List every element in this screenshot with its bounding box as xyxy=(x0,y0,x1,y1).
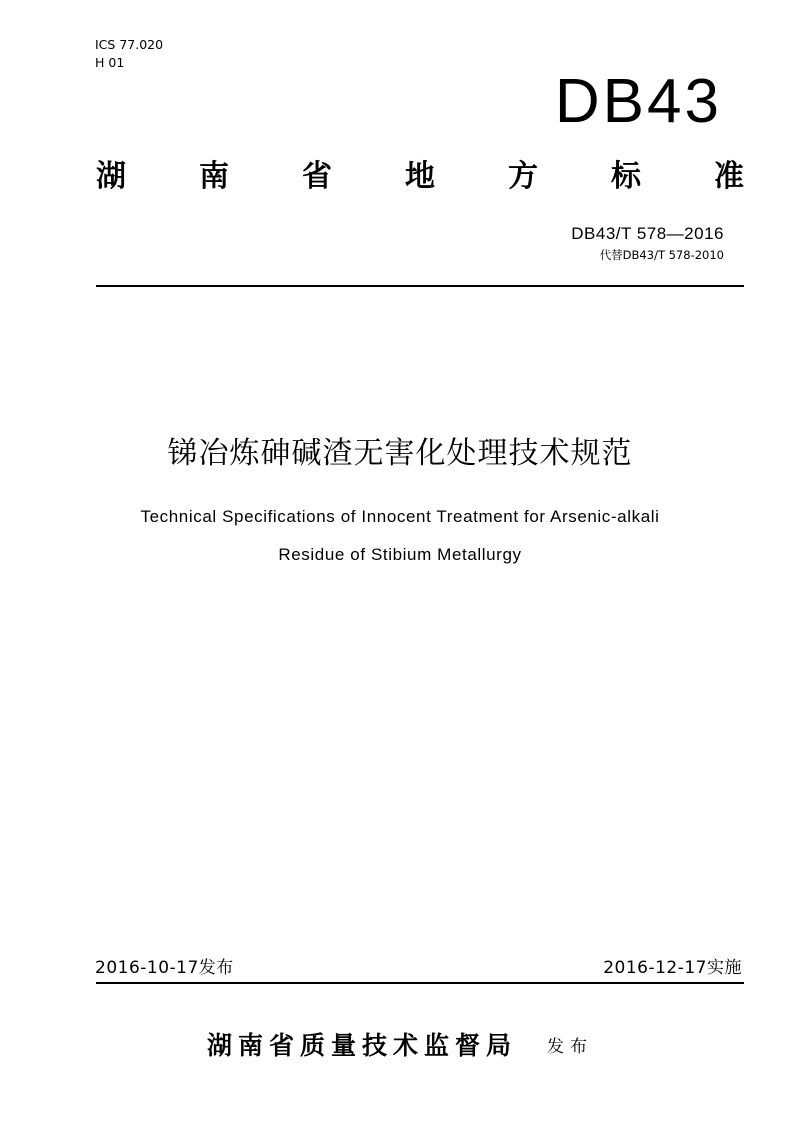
publisher-name: 湖南省质量技术监督局 xyxy=(206,1031,517,1060)
issue-date: 2016-10-17发布 xyxy=(95,958,234,978)
title-english-line-1: Technical Specifications of Innocent Treatment for Arsenic-alkali xyxy=(140,507,660,526)
standard-number: DB43/T 578—2016 xyxy=(571,224,724,243)
standard-type-char: 方 xyxy=(508,159,538,194)
standard-type-char: 省 xyxy=(302,159,332,194)
replaces-standard: 代替DB43/T 578-2010 xyxy=(599,248,724,262)
ics-code: ICS 77.020 xyxy=(95,37,164,52)
title-chinese: 锑冶炼砷碱渣无害化处理技术规范 xyxy=(167,436,633,471)
db-logo: DB43 xyxy=(554,67,722,136)
standard-type-heading xyxy=(96,150,744,196)
standard-type-char: 准 xyxy=(714,159,744,194)
standard-type-char: 标 xyxy=(611,159,641,194)
top-divider xyxy=(96,285,744,287)
standard-type-char: 地 xyxy=(405,159,435,194)
publish-label: 发布 xyxy=(547,1037,593,1057)
ccs-code: H 01 xyxy=(95,55,125,70)
title-english-line-2: Residue of Stibium Metallurgy xyxy=(278,545,522,564)
classification-codes xyxy=(95,36,163,72)
implementation-date: 2016-12-17实施 xyxy=(603,958,742,978)
bottom-divider xyxy=(96,982,744,984)
standard-type-char: 南 xyxy=(199,159,229,194)
publisher-row xyxy=(0,1026,800,1069)
standard-type-char: 湖 xyxy=(96,159,126,194)
